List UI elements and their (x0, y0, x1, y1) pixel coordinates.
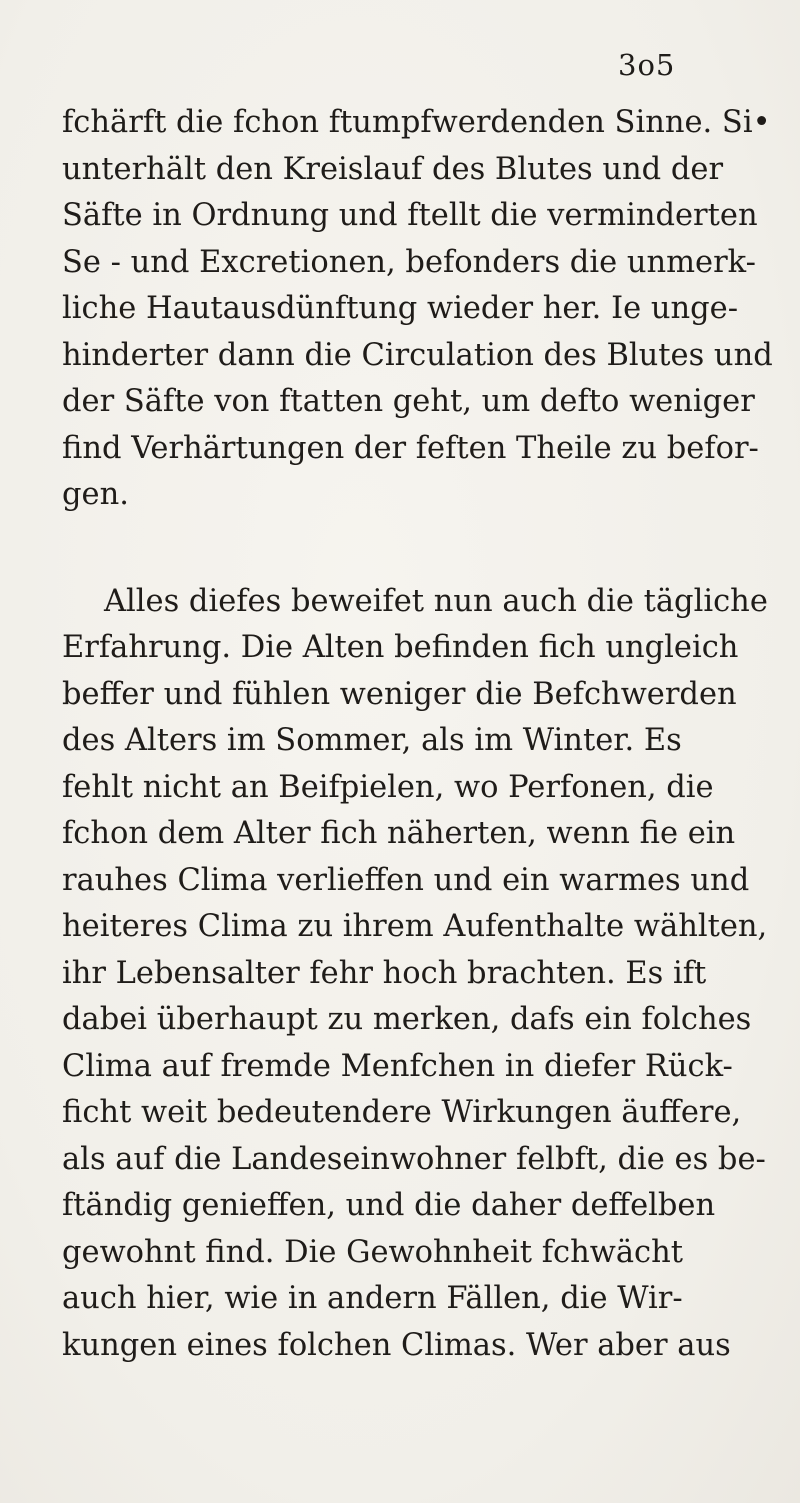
text-line: auch hier, wie in andern Fällen, die Wir- (62, 1281, 683, 1316)
paragraph-2 (62, 579, 782, 1370)
text-line: dabei überhaupt zu merken, dafs ein folches (62, 1002, 752, 1037)
text-line: ihr Lebensalter fehr hoch brachten. Es ift (62, 955, 707, 991)
text-line: als auf die Landeseinwohner felbft, die es be- (62, 1141, 766, 1177)
text-line: ficht weit bedeutendere Wirkungen äuffere, (62, 1095, 742, 1130)
paragraph-gap (62, 519, 782, 579)
paragraph-1 (62, 100, 782, 519)
text-line: kungen eines folchen Climas. Wer aber aus (62, 1327, 731, 1363)
text-line: Säfte in Ordnung und ftellt die verminderten (62, 198, 758, 233)
text-line: fchon dem Alter fich näherten, wenn fie ein (62, 816, 736, 851)
text-line: Clima auf fremde Menfchen in diefer Rück- (62, 1048, 733, 1084)
text-line: Erfahrung. Die Alten befinden fich ungleich (62, 630, 739, 665)
text-line: heiteres Clima zu ihrem Aufenthalte wählten, (62, 909, 768, 944)
text-line: Se - und Excretionen, befonders die unmerk- (62, 244, 756, 280)
text-line: gewohnt find. Die Gewohnheit fchwächt (62, 1234, 683, 1270)
text-line: gen. (62, 477, 129, 512)
text-line: fehlt nicht an Beifpielen, wo Perfonen, die (62, 769, 714, 805)
text-line: fchärft die fchon ftumpfwerdenden Sinne. Si• (62, 105, 771, 140)
body-text (62, 100, 782, 1369)
page-number: 3o5 (618, 48, 676, 82)
text-line: der Säfte von ftatten geht, um defto weniger (62, 384, 755, 419)
text-line: liche Hautausdünftung wieder her. Ie unge- (62, 291, 739, 326)
text-line: Alles diefes beweifet nun auch die tägliche (104, 583, 768, 619)
text-line: unterhält den Kreislauf des Blutes und der (62, 151, 724, 187)
text-line: beffer und fühlen weniger die Befchwerden (62, 676, 737, 712)
text-line: find Verhärtungen der feften Theile zu befor- (62, 430, 759, 466)
text-line: des Alters im Sommer, als im Winter. Es (62, 723, 682, 758)
text-line: ftändig genieffen, und die daher deffelben (62, 1188, 716, 1223)
text-line: hinderter dann die Circulation des Blutes und (62, 337, 773, 373)
text-line: rauhes Clima verlieffen und ein warmes und (62, 862, 750, 898)
